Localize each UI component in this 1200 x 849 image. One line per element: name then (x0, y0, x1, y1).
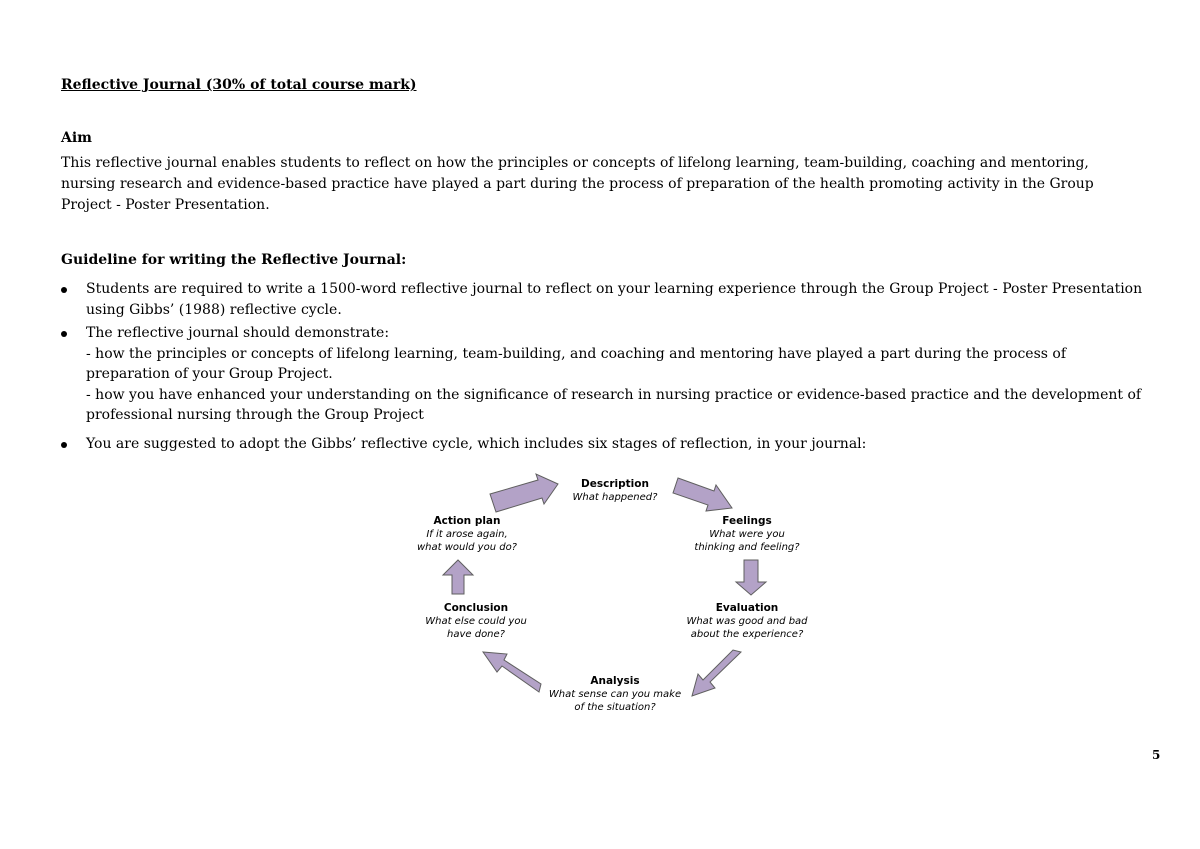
stage-description-text: What else could you (425, 616, 527, 627)
bullet-text: You are suggested to adopt the Gibbs’ reflective cycle, which includes six stages of reflection, in your journal: (86, 435, 867, 452)
arrow-action-to-description (490, 474, 558, 512)
stage-description-text: What sense can you make (548, 689, 682, 700)
bullet-icon (61, 331, 67, 337)
stage-description-text: What was good and bad (686, 616, 808, 627)
page-number: 5 (1152, 748, 1161, 762)
arrow-evaluation-to-analysis (692, 650, 741, 696)
stage-title: Evaluation (715, 602, 779, 614)
stage-description-text: what would you do? (416, 542, 517, 553)
aim-paragraph: This reflective journal enables students to reflect on how the principles or concepts of lifelong learning, team-building, coaching and mentoring, nursing research and evidence-based practice have played a part during the process of preparation of the health promoting activity in the Group Project - Poster Presentation. (61, 155, 1094, 213)
arrow-analysis-to-conclusion (483, 652, 541, 692)
arrow-description-to-feelings (673, 478, 732, 511)
bullet-subline: - how you have enhanced your understanding on the significance of research in nursing practice or evidence-based practice and the development of professional nursing through the Group Project (86, 386, 1142, 423)
list-item (61, 279, 1146, 320)
stage-description-text: about the experience? (690, 629, 804, 640)
list-item (61, 434, 1146, 455)
bullet-icon (61, 442, 67, 448)
stage-action-plan (412, 515, 522, 554)
document-title: Reflective Journal (30% of total course mark) (61, 77, 417, 93)
stage-feelings (682, 515, 812, 554)
stage-analysis (540, 675, 690, 714)
stage-description-text: What were you (709, 529, 785, 540)
arrow-feelings-to-evaluation (736, 560, 766, 595)
list-item (61, 323, 1146, 426)
stage-title: Feelings (722, 515, 772, 527)
stage-description-text: What happened? (572, 492, 658, 503)
gibbs-reflective-cycle-diagram (410, 466, 820, 726)
stage-title: Conclusion (443, 602, 509, 614)
stage-title: Analysis (590, 675, 640, 687)
stage-description-text: If it arose again, (426, 529, 508, 540)
guideline-heading: Guideline for writing the Reflective Journal: (61, 252, 407, 268)
bullet-text: Students are required to write a 1500-word reflective journal to reflect on your learning experience through the Group Project - Poster Presentation using Gibbs’ (1988) reflective cycle. (86, 281, 1143, 318)
stage-evaluation (676, 602, 818, 641)
bullet-subline: - how the principles or concepts of lifelong learning, team-building, and coaching and mentoring have played a part during the process of preparation of your Group Project. (86, 345, 1067, 382)
stage-description-text: of the situation? (574, 702, 656, 713)
bullet-text: The reflective journal should demonstrate: (86, 325, 390, 341)
bullet-icon (61, 287, 67, 293)
arrow-conclusion-to-action (443, 560, 473, 594)
stage-description-text: have done? (447, 629, 505, 640)
stage-title: Action plan (433, 515, 501, 527)
stage-description-text: thinking and feeling? (694, 542, 800, 553)
stage-description (556, 478, 674, 504)
aim-heading: Aim (61, 130, 92, 146)
guideline-list (61, 279, 1146, 457)
stage-title: Description (581, 478, 649, 490)
stage-conclusion (414, 602, 538, 641)
